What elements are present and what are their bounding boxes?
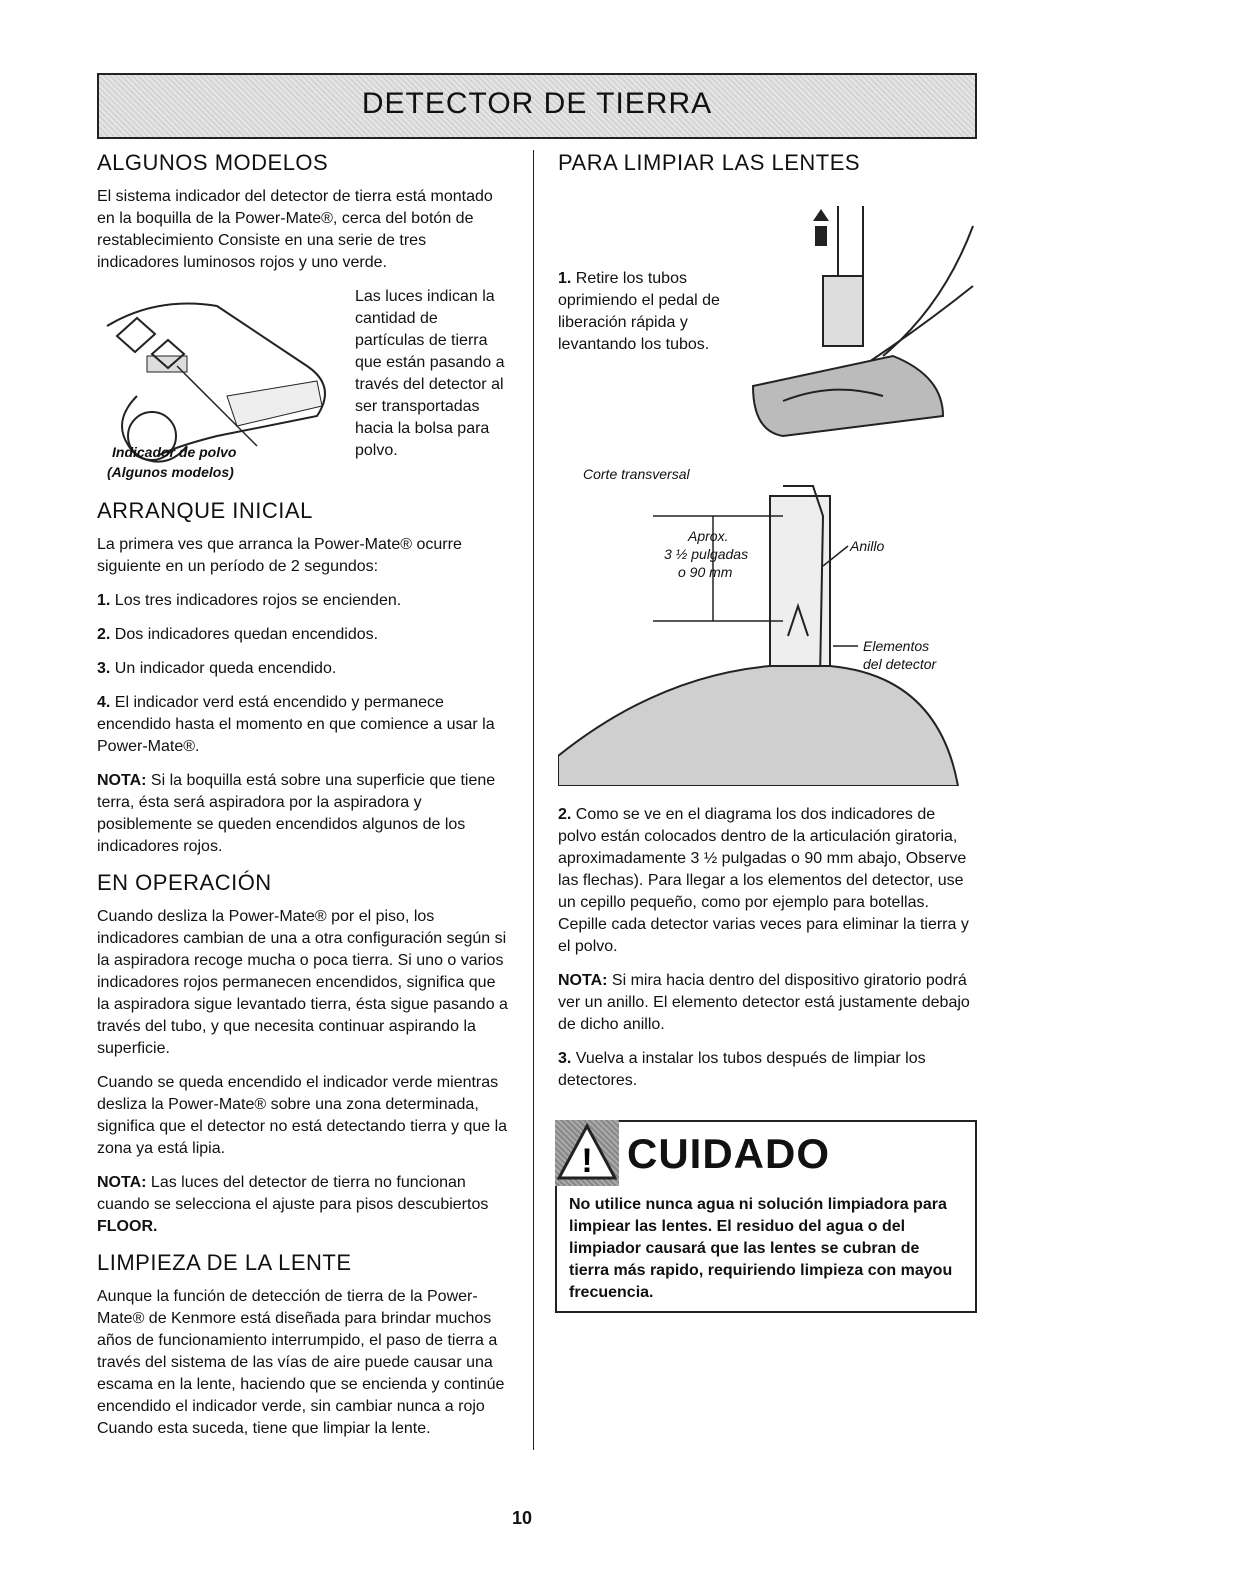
caption-indicador: Indicador de polvo [112, 444, 237, 460]
heading-para-limpiar: PARA LIMPIAR LAS LENTES [558, 150, 861, 175]
arranque-step: 3. Un indicador queda encendido. [97, 660, 337, 677]
warning-symbol: ! [581, 1142, 593, 1180]
warning-icon [555, 1120, 619, 1186]
arranque-intro: La primera ves que arranca la Power-Mate® ocurre siguiente en un período de 2 segundos: [97, 536, 462, 575]
cross-section-diagram [558, 456, 973, 786]
heading-algunos-modelos: ALGUNOS MODELOS [97, 150, 329, 175]
step1-text: 1. Retire los tubos oprimiendo el pedal de liberación rápida y levantando los tubos. [558, 270, 720, 353]
aprox-pulgadas: 3 ½ pulgadas [664, 546, 749, 562]
column-divider [533, 150, 534, 1450]
arranque-step: 2. Dos indicadores quedan encendidos. [97, 626, 379, 643]
page-number: 10 [512, 1508, 533, 1528]
operacion-p2: Cuando se queda encendido el indicador verde mientras desliza la Power-Mate® sobre una zona determinada, significa que el detector no está detectando tierra y que la zona ya está lipia. [97, 1074, 508, 1157]
caution-box [555, 1120, 977, 1313]
left-column [97, 150, 512, 1452]
heading-en-operacion: EN OPERACIÓN [97, 870, 272, 895]
caption-algunos: (Algunos modelos) [107, 464, 234, 480]
arranque-step: 1. Los tres indicadores rojos se encienden. [97, 592, 402, 609]
aprox-mm: o 90 mm [678, 564, 733, 580]
right-column [558, 150, 973, 1104]
arranque-steps [97, 590, 512, 758]
nozzle-figure [97, 286, 512, 486]
step3-text: 3. Vuelva a instalar los tubos después de limpiar los detectores. [558, 1050, 926, 1089]
step2-text: 2. Como se ve en el diagrama los dos indicadores de polvo están colocados dentro de la articulación giratoria, aproximadamente 3 ½ pulgadas o 90 mm abajo, Observe las flechas). Para llegar a los elementos del detector, use un cepillo pequeño, como por ejemplo para botellas. Cepille cada detector varias veces para eliminar la tierra y el polvo. [558, 806, 969, 955]
right-note: NOTA: Si mira hacia dentro del dispositivo giratorio podrá ver un anillo. El elemento detector está justamente debajo de dicho anillo. [558, 972, 970, 1033]
warning-triangle-icon [555, 1120, 619, 1186]
limpieza-p1: Aunque la función de detección de tierra de la Power-Mate® de Kenmore está diseñada para brindar muchos años de funcionamiento interrumpido, el paso de tierra a través del sistema de las vías de aire puede causar una escama en la lente, haciendo que se encienda y continúe encendido el indicador verde, sin cambiar nunca a rojo Cuando esta suceda, tiene que limpiar la lente. [97, 1288, 505, 1437]
heading-limpieza: LIMPIEZA DE LA LENTE [97, 1250, 352, 1275]
arranque-step: 4. El indicador verd está encendido y permanece encendido hasta el momento en que comience a usar la Power-Mate®. [97, 694, 495, 755]
caution-title: CUIDADO [627, 1130, 830, 1177]
cross-section-figure [558, 456, 973, 786]
anillo-label: Anillo [850, 538, 885, 554]
operacion-p1: Cuando desliza la Power-Mate® por el piso, los indicadores cambian de una a otra configuración según si la aspiradora recoge mucha o poca tierra. Si uno o varios indicadores rojos permanecen encendidos, significa que la aspiradora sigue levantado tierra, ésta sigue pasando a través del tubo, y que necesita continuar aspirando la superficie. [97, 908, 508, 1057]
elementos-label: Elementos [863, 638, 930, 654]
detector-label: del detector [863, 656, 937, 672]
heading-arranque-inicial: ARRANQUE INICIAL [97, 498, 313, 523]
step1-figure [558, 186, 973, 456]
caution-text: No utilice nunca agua ni solución limpiadora para limpiear las lentes. El residuo del agua o del limpiador causará que las lentes se cubran de tierra más rapido, requiriendo limpieza con mayou frecuencia. [569, 1196, 953, 1301]
release-pedal-illustration [743, 186, 983, 456]
arranque-note: NOTA: Si la boquilla está sobre una superficie que tiene terra, ésta será aspiradora por la aspiradora y posiblemente se queden encendidos algunos de los indicadores rojos. [97, 772, 496, 855]
aprox-label: Aprox. [688, 528, 729, 544]
operacion-note: NOTA: Las luces del detector de tierra no funcionan cuando se selecciona el ajuste para pisos descubiertos FLOOR. [97, 1174, 489, 1235]
page-title: DETECTOR DE TIERRA [361, 87, 713, 120]
algunos-side-text: Las luces indican la cantidad de partículas de tierra que están pasando a través del detector al ser transportadas hacia la bolsa para polvo. [355, 288, 505, 459]
caution-header [555, 1120, 975, 1188]
title-banner [97, 73, 977, 139]
cross-section-label: Corte transversal [583, 466, 690, 482]
algunos-intro: El sistema indicador del detector de tierra está montado en la boquilla de la Power-Mate®, cerca del botón de restablecimiento Consiste en una serie de tres indicadores luminosos rojos y uno verde. [97, 188, 493, 271]
